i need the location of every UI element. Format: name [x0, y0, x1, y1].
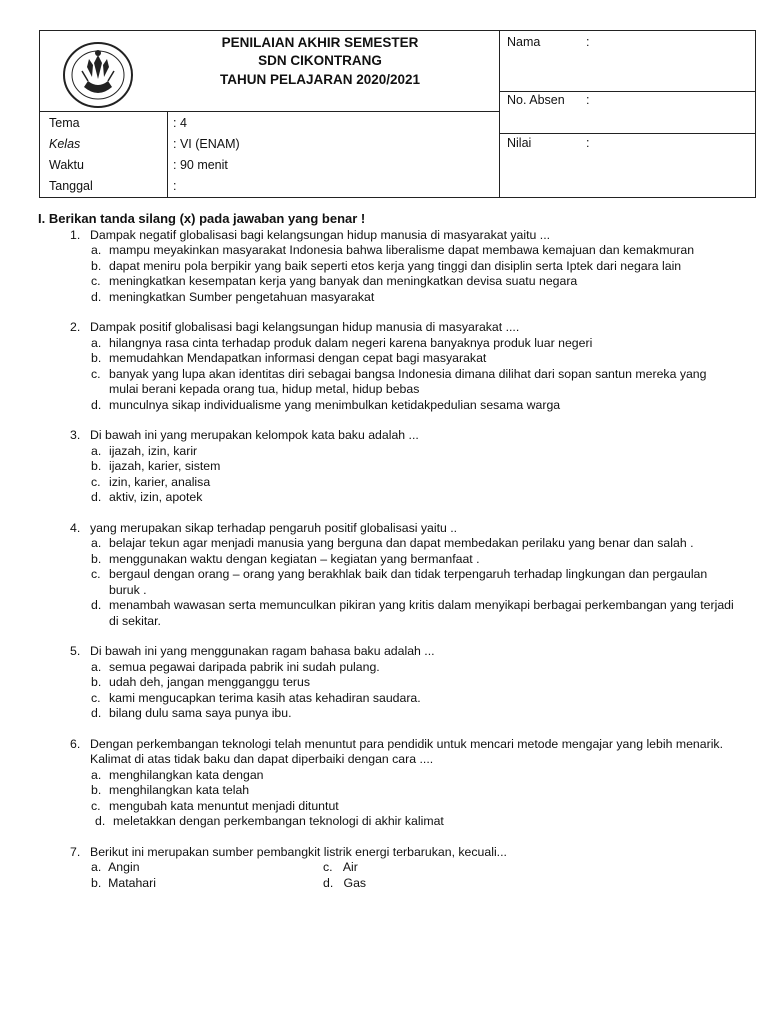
question-text: yang merupakan sikap terhadap pengaruh positif globalisasi yaitu ..	[90, 520, 458, 535]
question-number: 3.	[70, 428, 81, 442]
option-b[interactable]: b. ijazah, karier, sistem	[91, 459, 221, 473]
option-d[interactable]: d. bilang dulu sama saya punya ibu.	[91, 706, 292, 720]
divider-vertical-info	[167, 111, 168, 197]
question-item	[38, 845, 738, 861]
question-text: Berikut ini merupakan sumber pembangkit listrik energi terbarukan, kecuali...	[90, 844, 507, 859]
nilai-field[interactable]: :	[586, 136, 590, 150]
option-c[interactable]: c. Air	[323, 860, 358, 874]
option-b[interactable]: b. memudahkan Mendapatkan informasi dengan cepat bagi masyarakat	[91, 351, 487, 365]
option-d[interactable]: d. meletakkan dengan perkembangan teknologi di akhir kalimat	[95, 814, 444, 828]
info-label-tema: Tema	[49, 116, 80, 130]
option-c[interactable]: c. kami mengucapkan terima kasih atas kehadiran saudara.	[91, 690, 421, 705]
school-name: SDN CIKONTRANG	[258, 53, 382, 68]
option-b[interactable]: b. dapat meniru pola berpikir yang baik seperti etos kerja yang tinggi dan disiplin serta Iptek dari negara lain	[91, 258, 682, 273]
option-a[interactable]: a. belajar tekun agar menjadi manusia yang berguna dan dapat membedakan perilaku yang benar dan salah .	[91, 536, 694, 550]
question-number: 1.	[70, 227, 81, 242]
question-number: 4.	[70, 520, 81, 535]
option-a[interactable]: a. Angin	[91, 860, 140, 874]
absen-field[interactable]: :	[586, 93, 590, 107]
info-value-kelas: : VI (ENAM)	[173, 137, 240, 151]
tut-wuri-handayani-logo	[62, 41, 134, 109]
option-b[interactable]: b. udah deh, jangan mengganggu terus	[91, 675, 311, 689]
question-item	[38, 228, 738, 244]
option-a[interactable]: a. ijazah, izin, karir	[91, 443, 198, 458]
option-d[interactable]: d. munculnya sikap individualisme yang menimbulkan ketidakpedulian sesama warga	[91, 397, 561, 412]
question-text: Dampak positif globalisasi bagi kelangsungan hidup manusia di masyarakat ....	[90, 320, 520, 334]
option-c[interactable]: c. izin, karier, analisa	[91, 474, 211, 489]
option-d[interactable]: d. aktiv, izin, apotek	[91, 490, 203, 504]
exam-title: PENILAIAN AKHIR SEMESTER	[221, 35, 419, 50]
option-b[interactable]: b. menggunakan waktu dengan kegiatan – kegiatan yang bermanfaat .	[91, 551, 480, 566]
question-number: 5.	[70, 644, 81, 658]
nama-field[interactable]: :	[586, 35, 590, 49]
option-d[interactable]: d. meningkatkan Sumber pengetahuan masyarakat	[91, 289, 375, 304]
question-text: Dengan perkembangan teknologi telah menuntut para pendidik untuk mencari metode mengajar yang lebih menarik. Kalimat di atas tidak baku dan dapat diperbaiki dengan cara ....	[90, 736, 724, 766]
option-c[interactable]: c. mengubah kata menuntut menjadi dituntut	[91, 798, 339, 813]
absen-label: No. Absen	[507, 93, 565, 107]
option-a[interactable]: a. menghilangkan kata dengan	[91, 767, 264, 782]
question-number: 7.	[70, 844, 81, 859]
option-grid	[38, 860, 738, 891]
question-section	[38, 211, 738, 891]
question-item	[38, 737, 738, 768]
option-c[interactable]: c. bergaul dengan orang – orang yang berakhlak baik dan tidak terpengaruh terhadap lingkungan dan pergaulan buruk .	[91, 567, 708, 597]
question-item	[38, 521, 738, 537]
question-number: 6.	[70, 736, 81, 751]
info-value-tanggal: :	[173, 179, 177, 193]
option-b[interactable]: b. Matahari	[91, 875, 156, 890]
info-label-waktu: Waktu	[49, 158, 84, 172]
question-number: 2.	[70, 320, 81, 334]
question-item	[38, 428, 738, 444]
nama-label: Nama	[507, 35, 541, 49]
option-a[interactable]: a. hilangnya rasa cinta terhadap produk dalam negeri karena banyaknya produk luar negeri	[91, 335, 593, 350]
info-label-tanggal: Tanggal	[49, 179, 93, 193]
divider-horizontal	[40, 111, 500, 112]
option-c[interactable]: c. meningkatkan kesempatan kerja yang banyak dan meningkatkan devisa suatu negara	[91, 274, 578, 288]
question-text: Di bawah ini yang menggunakan ragam bahasa baku adalah ...	[90, 644, 435, 658]
section-title: I. Berikan tanda silang (x) pada jawaban yang benar !	[38, 211, 366, 226]
option-d[interactable]: d. menambah wawasan serta memunculkan pikiran yang kritis dalam menyikapi berbagai perkembangan yang terjadi di sekitar.	[91, 598, 734, 628]
option-d[interactable]: d. Gas	[323, 875, 367, 890]
question-text: Dampak negatif globalisasi bagi kelangsungan hidup manusia di masyarakat yaitu ...	[90, 227, 551, 242]
option-c[interactable]: c. banyak yang lupa akan identitas diri sebagai bangsa Indonesia dimana dilihat dari sopan santun mereka yang mulai berani kepada orang tua, hidup metal, hidup bebas	[91, 366, 707, 396]
question-item	[38, 320, 738, 336]
info-value-tema: : 4	[173, 116, 187, 130]
info-value-waktu: : 90 menit	[173, 158, 228, 172]
option-a[interactable]: a. semua pegawai daripada pabrik ini sudah pulang.	[91, 659, 380, 674]
info-label-kelas: Kelas	[49, 137, 81, 151]
header-box	[39, 30, 756, 198]
nilai-label: Nilai	[507, 136, 532, 150]
question-text: Di bawah ini yang merupakan kelompok kata baku adalah ...	[90, 428, 419, 442]
question-item	[38, 644, 738, 660]
divider-horizontal	[499, 133, 755, 134]
option-b[interactable]: b. menghilangkan kata telah	[91, 783, 250, 797]
school-year: TAHUN PELAJARAN 2020/2021	[219, 72, 421, 87]
option-a[interactable]: a. mampu meyakinkan masyarakat Indonesia bahwa liberalisme dapat membawa kemajuan dan kemakmuran	[91, 243, 695, 257]
divider-horizontal	[499, 91, 755, 92]
